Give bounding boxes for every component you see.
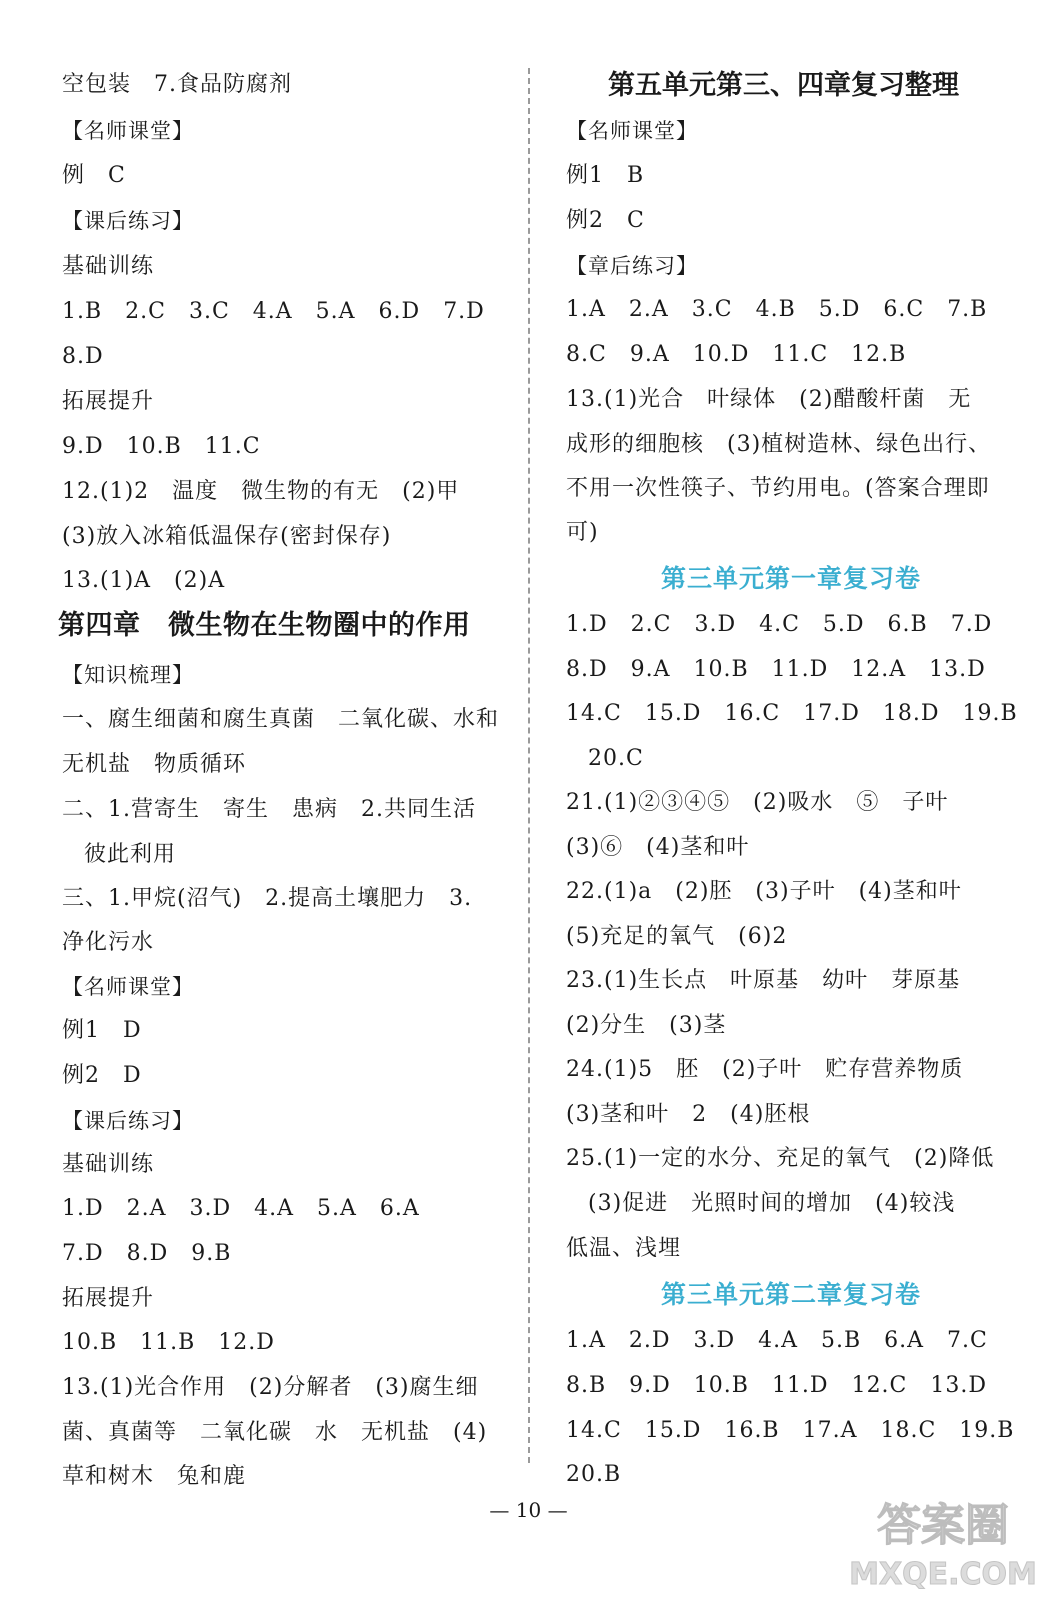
answer-line: 22.(1)a (2)胚 (3)子叶 (4)茎和叶 — [566, 879, 962, 904]
text-line: 无机盐 物质循环 — [62, 752, 247, 777]
answer-line: 10.B 11.B 12.D — [62, 1330, 275, 1355]
subsection-label: 拓展提升 — [62, 389, 155, 414]
answer-line: 9.D 10.B 11.C — [62, 434, 261, 459]
section-tag: 【名师课堂】 — [566, 119, 698, 143]
answer-line: 例 C — [62, 163, 126, 188]
chapter-title: 第四章 微生物在生物圈中的作用 — [58, 610, 471, 641]
answer-line: (3)⑥ (4)茎和叶 — [566, 835, 750, 860]
text-line: 一、腐生细菌和腐生真菌 二氧化碳、水和 — [62, 707, 500, 732]
answer-line: 8.C 9.A 10.D 11.C 12.B — [566, 342, 907, 367]
answer-line: 23.(1)生长点 叶原基 幼叶 芽原基 — [566, 968, 961, 993]
answer-line: 1.D 2.C 3.D 4.C 5.D 6.B 7.D — [566, 612, 993, 637]
answer-line: (3)放入冰箱低温保存(密封保存) — [62, 524, 392, 549]
answer-line: 25.(1)一定的水分、充足的氧气 (2)降低 — [566, 1146, 995, 1171]
watermark-logo — [835, 1490, 1050, 1595]
text-line: 彼此利用 — [84, 842, 177, 867]
answer-line: 1.A 2.D 3.D 4.A 5.B 6.A 7.C — [566, 1328, 988, 1353]
answer-line: 草和树木 兔和鹿 — [62, 1464, 247, 1489]
answer-line: 20.C — [588, 746, 644, 771]
section-tag: 【名师课堂】 — [62, 975, 194, 999]
answer-line: 24.(1)5 胚 (2)子叶 贮存营养物质 — [566, 1057, 964, 1082]
section-tag: 【知识梳理】 — [62, 663, 194, 687]
subsection-label: 基础训练 — [62, 254, 155, 279]
section-tag: 【课后练习】 — [62, 1109, 194, 1133]
section-tag: 【章后练习】 — [566, 254, 698, 278]
answer-line: 12.(1)2 温度 微生物的有无 (2)甲 — [62, 479, 460, 504]
answer-line: 13.(1)A (2)A — [62, 568, 226, 593]
answer-line: 13.(1)光合 叶绿体 (2)醋酸杆菌 无 — [566, 387, 972, 412]
subsection-label: 基础训练 — [62, 1152, 155, 1177]
review-title: 第三单元第二章复习卷 — [660, 1280, 921, 1309]
answer-line: 8.D — [62, 344, 104, 369]
answer-line: (2)分生 (3)茎 — [566, 1013, 727, 1038]
text-line: 净化污水 — [62, 930, 155, 955]
watermark-url: MXQE.COM — [849, 1557, 1037, 1592]
answer-line: 例1 B — [566, 163, 645, 188]
answer-line: (3)茎和叶 2 (4)胚根 — [566, 1102, 811, 1127]
text-line: 三、1.甲烷(沼气) 2.提高土壤肥力 3. — [62, 886, 473, 911]
answer-line: 8.B 9.D 10.B 11.D 12.C 13.D — [566, 1373, 988, 1398]
answer-line: (3)促进 光照时间的增加 (4)较浅 — [588, 1191, 956, 1216]
answer-line: 1.A 2.A 3.C 4.B 5.D 6.C 7.B — [566, 297, 988, 322]
answer-line: (5)充足的氧气 (6)2 — [566, 924, 788, 949]
answer-line: 成形的细胞核 (3)植树造林、绿色出行、 — [566, 432, 992, 457]
answer-line: 例2 D — [62, 1063, 142, 1088]
answer-line: 1.B 2.C 3.C 4.A 5.A 6.D 7.D — [62, 299, 485, 324]
answer-line: 21.(1)②③④⑤ (2)吸水 ⑤ 子叶 — [566, 790, 949, 815]
watermark-text: 答案圈 — [877, 1500, 1009, 1551]
answer-line: 不用一次性筷子、节约用电。(答案合理即 — [566, 476, 990, 501]
text-line: 二、1.营寄生 寄生 患病 2.共同生活 — [62, 797, 476, 822]
answer-line: 14.C 15.D 16.C 17.D 18.D 19.B — [566, 701, 1018, 726]
column-divider — [528, 68, 530, 1463]
answer-line: 14.C 15.D 16.B 17.A 18.C 19.B — [566, 1418, 1015, 1443]
text-line: 空包装 7.食品防腐剂 — [62, 72, 292, 97]
answer-line: 13.(1)光合作用 (2)分解者 (3)腐生细 — [62, 1375, 479, 1400]
answer-line: 例2 C — [566, 208, 645, 233]
answer-line: 菌、真菌等 二氧化碳 水 无机盐 (4) — [62, 1420, 488, 1445]
section-tag: 【课后练习】 — [62, 209, 194, 233]
answer-line: 7.D 8.D 9.B — [62, 1241, 232, 1266]
answer-line: 低温、浅埋 — [566, 1236, 682, 1261]
subsection-label: 拓展提升 — [62, 1286, 155, 1311]
answer-line: 例1 D — [62, 1018, 142, 1043]
answer-line: 可) — [566, 520, 599, 545]
section-tag: 【名师课堂】 — [62, 119, 194, 143]
answer-line: 8.D 9.A 10.B 11.D 12.A 13.D — [566, 657, 986, 682]
answer-line: 1.D 2.A 3.D 4.A 5.A 6.A — [62, 1196, 420, 1221]
answer-line: 20.B — [566, 1462, 622, 1487]
unit-title: 第五单元第三、四章复习整理 — [608, 70, 959, 101]
review-title: 第三单元第一章复习卷 — [660, 564, 921, 593]
page-number: — 10 — — [489, 1498, 568, 1522]
